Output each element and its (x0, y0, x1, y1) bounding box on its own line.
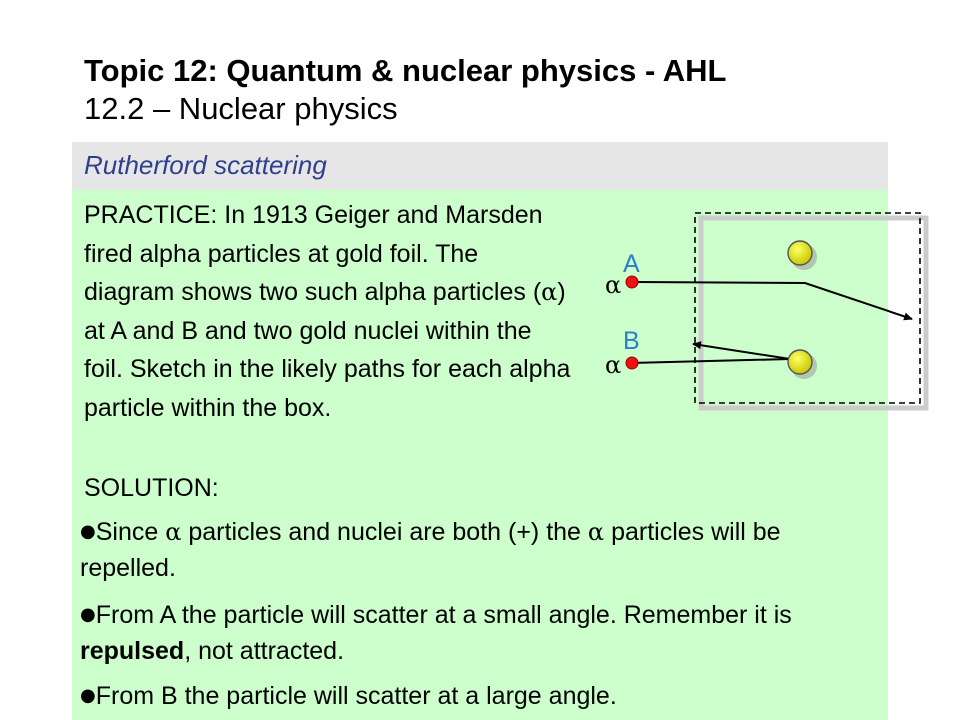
bullet-large-angle (80, 678, 870, 714)
section-title: 12.2 – Nuclear physics (84, 91, 398, 126)
alpha-symbol: α (587, 518, 605, 546)
bullet-dot-icon: ● (80, 604, 96, 625)
practice-tail: ) at A and B and two gold nuclei within the foil. Sketch in the likely paths for each alpha particle within the box. (84, 278, 571, 422)
bullet-small-angle (80, 597, 870, 669)
bullet-text: particles and nuclei are both (+) the (181, 518, 588, 546)
label-b: B (623, 327, 640, 355)
subheader-bar (72, 142, 888, 190)
page-title (84, 52, 727, 128)
alpha-particle-b (626, 357, 638, 369)
practice-lead: PRACTICE: In 1913 Geiger and Marsden fired alpha particles at gold foil. The diagram shows two such alpha particles ( (84, 201, 543, 306)
bullet-text: , not attracted. (184, 637, 345, 665)
bullet-text: From B the particle will scatter at a large angle. (95, 682, 617, 710)
bullet-repelled (80, 514, 870, 586)
practice-text (84, 196, 574, 427)
bold-term: repulsed (80, 637, 185, 665)
bullet-text: From A the particle will scatter at a small angle. Remember it is (95, 601, 792, 629)
solution-label: SOLUTION: (84, 474, 219, 502)
gold-nucleus-top (788, 241, 812, 265)
gold-nucleus-bottom (788, 350, 812, 374)
practice-alpha-symbol: α (541, 278, 558, 306)
bullet-dot-icon: ● (80, 521, 96, 542)
bullet-text: Since (95, 518, 166, 546)
path-b-arrow (632, 344, 790, 363)
bullet-dot-icon: ● (80, 685, 96, 706)
bullet-text: particles will be repelled. (80, 518, 781, 582)
subheader-title: Rutherford scattering (84, 150, 327, 180)
topic-title: Topic 12: Quantum & nuclear physics - AHL (84, 53, 727, 88)
path-a-arrow (632, 282, 912, 319)
alpha-symbol-a: α (605, 271, 622, 299)
alpha-symbol-b: α (605, 351, 622, 379)
alpha-symbol: α (165, 518, 182, 546)
label-a: A (623, 250, 640, 278)
scattering-diagram (590, 205, 950, 420)
